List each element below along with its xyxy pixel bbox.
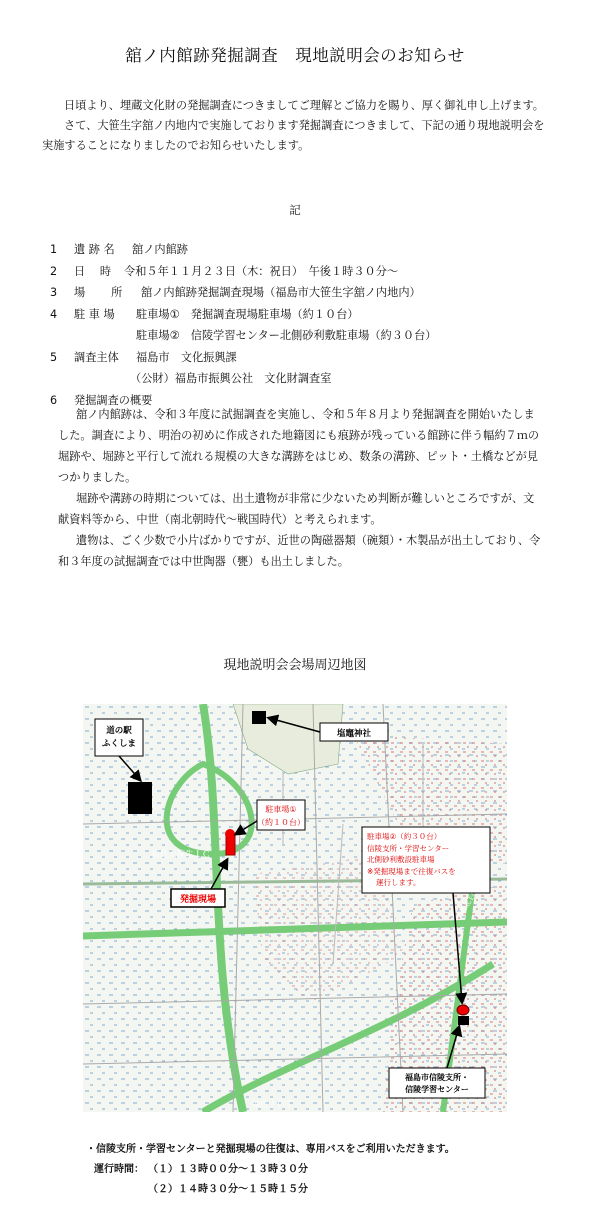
item-number: 5 [50,350,58,364]
item-label: 日 時 [74,264,112,278]
area-map [83,704,507,1112]
item-label: 発掘調査の概要 [74,393,153,407]
parking2-note-2: 運行します。 [376,878,421,887]
item-number: 2 [50,264,58,278]
item-value: 駐車場① 発掘調査現場駐車場（約１０台） [136,307,359,321]
jct-road-label: 福島ＪＣＴ [251,1100,294,1110]
parking2-sub-2: 北側砂利敷設駐車場 [367,855,435,864]
shiryo-label-2: 信陵学習センター [405,1085,469,1094]
parking1-label-2: （約１０台） [257,818,305,827]
item-value: 福島市 文化振興課 [136,350,237,364]
item-label: 駐 車 場 [74,307,115,321]
item-row-5b [50,369,560,391]
intro-paragraph-2: さて、大笹生字舘ノ内地内で実施しております発掘調査につきまして、下記の通り現地説明会を実施することになりましたのでお知らせいたします。 [42,119,545,152]
item-value-2: 駐車場② 信陵学習センター北側砂利敷駐車場（約３０台） [136,329,437,342]
bus-note-line: ・信陵支所・学習センターと発掘現場の往復は、専用バスをご利用いただきます。 [86,1144,455,1155]
item-number: 1 [50,243,58,256]
page-title: 舘ノ内館跡発掘調査 現地説明会のお知らせ [125,46,465,65]
site-label: 発掘現場 [179,895,217,905]
item-row-5 [50,348,560,370]
parking1-marker-top [225,829,235,839]
michinoeki-marker [128,782,152,814]
parking2-title: 駐車場②（約３０台） [367,832,442,841]
shrine-marker [252,711,266,724]
item-value: 令和５年１１月２３日（木：祝日） 午後１時３０分～ [124,264,399,278]
michinoeki-label-1: 道の駅 [106,726,132,736]
shiryo-label-1: 福島市信陵支所・ [405,1073,469,1082]
parking2-marker [457,1005,469,1015]
item-value-2: （公財）福島市振興公社 文化財調査室 [130,372,332,385]
survey-paragraph-3: 遺物は、ごく少数で小片ばかりですが、近世の陶磁器類（碗類）・木製品が出土しており、令和３年度の試掘調査では中世陶器（甕）も出土しました。 [58,534,541,568]
ic-road-label: 福島大笹生ＩＣ [151,850,211,860]
survey-paragraph-1: 舘ノ内館跡は、令和３年度に試掘調査を実施し、令和５年８月より発掘調査を開始いたしました。調査により、明治の初めに作成された地籍図にも痕跡が残っている館跡に伴う幅約７ｍの堀跡や、堀跡と平行して流れる規模の大きな溝跡をはじめ、数条の溝跡、ピット・土橋などが見つかりました。 [58,408,540,484]
parking1-label-1: 駐車場① [265,805,297,814]
michinoeki-box [95,719,143,756]
shiryo-marker [458,1016,469,1025]
item-number: 6 [50,393,58,407]
parking2-sub-1: 信陵支所・学習センター [367,844,450,853]
hours-slot-1: （１）１３時００分～１３時３０分 [148,1164,308,1175]
item-list [50,240,560,412]
item-label: 場 所 [74,286,123,299]
item-value: 舘ノ内館跡 [132,243,188,256]
item-label: 調査主体 [74,350,119,364]
item-label: 遺 跡 名 [74,243,115,256]
map-title: 現地説明会会場周辺地図 [223,658,367,673]
hours-slot-2: （２）１４時３０分～１５時１５分 [148,1184,308,1195]
survey-paragraph-2: 堀跡や溝跡の時期については、出土遺物が非常に少ないため判断が難しいところですが、文献資料等から、中世（南北朝時代～戦国時代）と考えられます。 [58,492,535,526]
item-row-1 [50,240,560,262]
item-row-4b [50,326,560,348]
item-row-3 [50,283,560,305]
shrine-label: 塩竈神社 [336,729,372,739]
ki-heading: 記 [289,203,301,217]
parking2-note-1: ※発掘現場まで往復バスを [367,867,456,876]
item-row-4 [50,305,560,327]
item-number: 3 [50,286,58,299]
survey-summary [58,404,543,572]
michinoeki-label-2: ふくしま [101,739,137,749]
item-number: 4 [50,307,58,321]
item-value: 舘ノ内館跡発掘調査現場（福島市大笹生字舘ノ内地内） [141,286,421,299]
item-row-2 [50,262,560,284]
intro-section [42,96,552,156]
intro-paragraph-1: 日頃より、埋蔵文化財の発掘調査につきましてご理解とご協力を賜り、厚く御礼申し上げます。 [64,99,544,112]
hours-label: 運行時間： [94,1164,144,1175]
